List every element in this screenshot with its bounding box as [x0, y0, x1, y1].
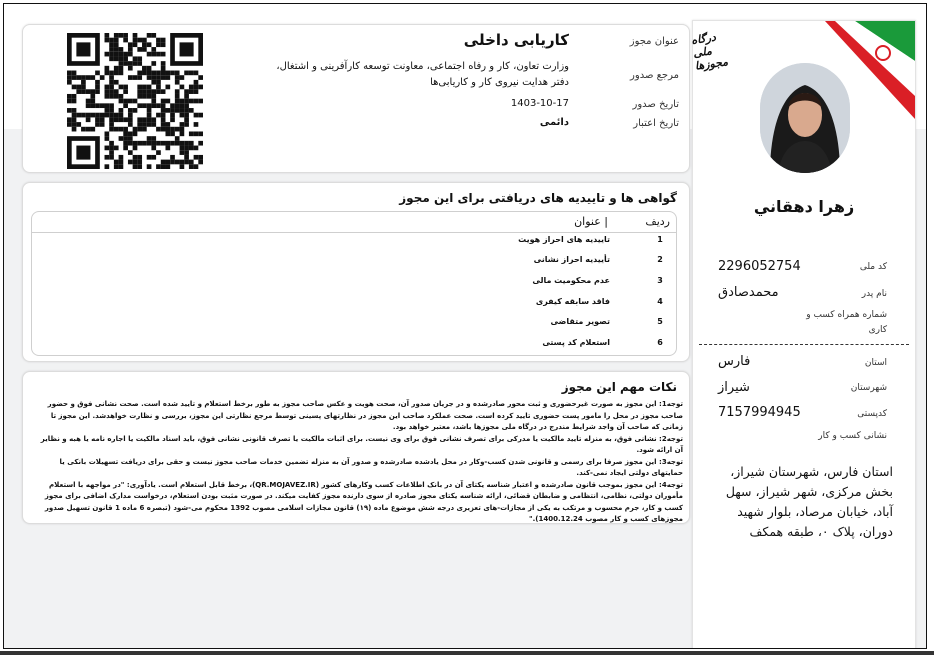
table-header	[32, 212, 676, 233]
table-row: 5 تصویر متقاضی	[550, 317, 663, 326]
column-row-header: ردیف	[645, 215, 670, 228]
issuer-label: مرجع صدور	[630, 70, 679, 81]
divider	[699, 344, 909, 345]
applicant-name: زهرا دهقاني	[753, 197, 855, 216]
national-id-value: 2296052754	[718, 259, 801, 274]
portal-logo: درگاه ملی مجوزها	[690, 30, 729, 73]
table-row: 6 استعلام کد پستی	[542, 338, 663, 347]
certificates-card	[22, 182, 690, 362]
note-3: توجه3: این مجوز صرفا برای رسمی و قانونی شدن کسب-وکار در محل یادشده صادرشده و صدور آن به منزله تضمین خدمات صاحب مجوز نیست و حقی برای دریافت تسهیلات بانکی یا حمایتهای دولتی ایجاد نمی-کند.	[59, 457, 683, 477]
license-page	[3, 3, 927, 649]
validity-label: تاریخ اعتبار	[633, 118, 679, 129]
column-title-header: عنوان |	[574, 215, 608, 228]
applicant-photo	[760, 63, 850, 173]
validity-value: دائمی	[539, 117, 569, 128]
note-1: توجه1: این مجوز به صورت غیرحضوری و ثبت محور صادرشده و در جریان صدور آن، صحت هویت و عکس صاحب مجوز به طور برخط استعلام و تایید شده است. صحت نشانی فوق و حضور صاحب مجوز در محل را مامور پست حضوری تایید کرده است. صحت عملکرد صاحب این مجوز در نظارتهای پسینی توسط مرجع نظارتی این مجوز، بررسی و نظارت خواهدشد. این مجوز تا زمانی که صاحب آن واجد شرایط مندرج در درگاه ملی مجوزها باشد، معتبر خواهد بود.	[47, 400, 683, 431]
bottom-border	[0, 651, 934, 655]
province-label: استان	[864, 358, 887, 368]
province-value: فارس	[718, 354, 751, 369]
city-value: شیراز	[718, 380, 750, 395]
city-label: شهرستان	[850, 383, 887, 393]
license-title-label: عنوان مجوز	[629, 36, 679, 47]
address-label: نشانی کسب و کار	[818, 431, 887, 441]
certificates-table	[31, 211, 677, 356]
business-phone-label: شماره همراه کسب و کاری	[806, 310, 887, 335]
postal-code-label: کدپستی	[857, 409, 887, 419]
father-name-value: محمدصادق	[718, 285, 779, 300]
issue-date-value: 1403-10-17	[510, 98, 569, 109]
table-row: 2 تأییدیه احراز نشانی	[533, 255, 663, 264]
qr-code-icon[interactable]	[67, 33, 203, 169]
notes-card	[22, 371, 690, 524]
certificates-title: گواهی ها و تاییدیه های دریافتی برای این مجوز	[399, 191, 677, 205]
address-value: استان فارس، شهرستان شیراز، بخش مرکزی، شهر شیراز، سهل آباد، خیابان مرصاد، بلوار شهید دوران، پلاک ۰، طبقه همکف	[725, 464, 893, 539]
license-info-card	[22, 24, 690, 173]
table-row: 4 فاقد سابقه کیفری	[535, 297, 663, 306]
notes-title: نکات مهم این مجوز	[561, 380, 677, 394]
license-title-value: کاریابی داخلی	[463, 31, 569, 49]
issue-date-label: تاریخ صدور	[632, 99, 679, 110]
note-2: توجه2: نشانی فوق، به منزله تایید مالکیت یا مدرکی برای تصرف نشانی فوق برای وی نیست. برای اثبات مالکیت یا تصرف قانونی نشانی فوق، باید اسناد مالکیت یا اجاره نامه یا هبه و نظایر آن ارائه شود.	[40, 434, 683, 454]
profile-panel	[692, 20, 916, 649]
issuer-value: وزارت تعاون، کار و رفاه اجتماعی، معاونت توسعه کارآفرینی و اشتغال، دفتر هدایت نیروی کار و کاریابی‌ها	[276, 61, 569, 88]
notes-text	[31, 399, 683, 526]
father-name-label: نام پدر	[861, 289, 887, 299]
table-row: 3 عدم محکومیت مالی	[532, 276, 663, 285]
table-row: 1 تاییدیه های احراز هویت	[518, 235, 663, 244]
postal-code-value: 7157994945	[718, 405, 801, 420]
national-id-label: کد ملی	[859, 262, 887, 272]
note-4: توجه4: این مجوز بموجب قانون صادرشده و اعتبار شناسه یکتای آن در بانک اطلاعات کسب وکارهای کشور (QR.MOJAVEZ.IR)، برخط قابل استعلام است. یادآوری: "در مواجهه با استعلام مأموران دولتی، نظامی، انتظامی و ضابطان قضائی، ارائه شناسه یکتای مجوز صادره از سوی دارنده مجوز کفایت میکند. در صورت مثبت بودن استعلام، درخواست مدارک اضافی برای مجوز کسب و کار، جرم محسوب و مرتکب به یکی از مجازات-های تعزیری درجه شش موضوع ماده (۱۹) قانون مجازات اسلامی مصوب 1392 محکوم می-شود (تبصره 6 ماده 1 قانون تسهیل صدور مجوزهای کسب و کار مصوب 1400.12.24)."	[44, 480, 683, 523]
